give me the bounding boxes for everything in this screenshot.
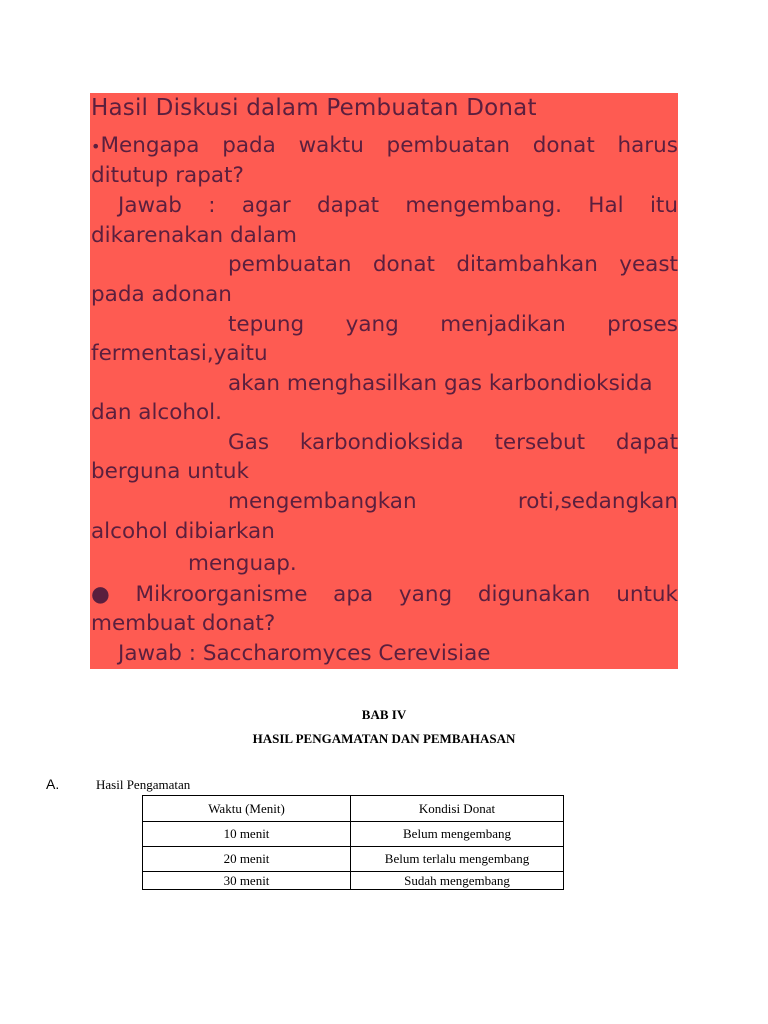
a1-line-10: berguna untuk xyxy=(91,459,250,484)
table-header-cell: Waktu (Menit) xyxy=(143,796,351,822)
a1-line-3: pembuatan donat ditambahkan yeast xyxy=(228,252,678,277)
q1-line-2: ditutup rapat? xyxy=(91,163,244,188)
q2-line-1: ● Mikroorganisme apa yang digunakan untuk xyxy=(91,580,678,610)
observation-table xyxy=(142,795,564,890)
a1-line-8: dan alcohol. xyxy=(91,400,222,425)
a1-line-11: mengembangkan roti,sedangkan xyxy=(228,489,678,514)
table-cell: 20 menit xyxy=(143,847,351,872)
table-cell: Belum terlalu mengembang xyxy=(351,847,564,872)
table-cell: Belum mengembang xyxy=(351,822,564,847)
a1-line-2: dikarenakan dalam xyxy=(91,223,297,248)
table-row xyxy=(143,822,564,847)
a1-line-7: akan menghasilkan gas karbondioksida xyxy=(228,371,653,396)
table-row xyxy=(143,872,564,890)
bullet-icon: • xyxy=(91,137,101,156)
q1-line-1: •Mengapa pada waktu pembuatan donat harus xyxy=(91,133,678,158)
a1-line-4: pada adonan xyxy=(91,282,232,307)
table-cell: Sudah mengembang xyxy=(351,872,564,890)
a1-line-9: Gas karbondioksida tersebut dapat xyxy=(228,430,678,455)
a1-line-12: alcohol dibiarkan xyxy=(91,519,275,544)
chapter-heading: BAB IV xyxy=(361,707,407,722)
section-title: Hasil Pengamatan xyxy=(96,777,191,792)
discussion-slide xyxy=(90,93,678,669)
q2-line-2: membuat donat? xyxy=(91,611,276,636)
a1-line-6: fermentasi,yaitu xyxy=(91,341,268,366)
slide-title: Hasil Diskusi dalam Pembuatan Donat xyxy=(91,95,537,121)
table-header-cell: Kondisi Donat xyxy=(351,796,564,822)
chapter-title: HASIL PENGAMATAN DAN PEMBAHASAN xyxy=(252,731,516,746)
table-header-row xyxy=(143,796,564,822)
table-row xyxy=(143,847,564,872)
table-cell: 30 menit xyxy=(143,872,351,890)
a1-line-13: menguap. xyxy=(188,551,297,576)
bullet-icon: ● xyxy=(91,582,110,607)
table-cell: 10 menit xyxy=(143,822,351,847)
a1-line-1: Jawab : agar dapat mengembang. Hal itu xyxy=(118,193,678,218)
a2-line-1: Jawab : Saccharomyces Cerevisiae xyxy=(118,641,491,666)
a1-line-5: tepung yang menjadikan proses xyxy=(228,312,678,337)
section-marker: A. xyxy=(46,776,60,792)
